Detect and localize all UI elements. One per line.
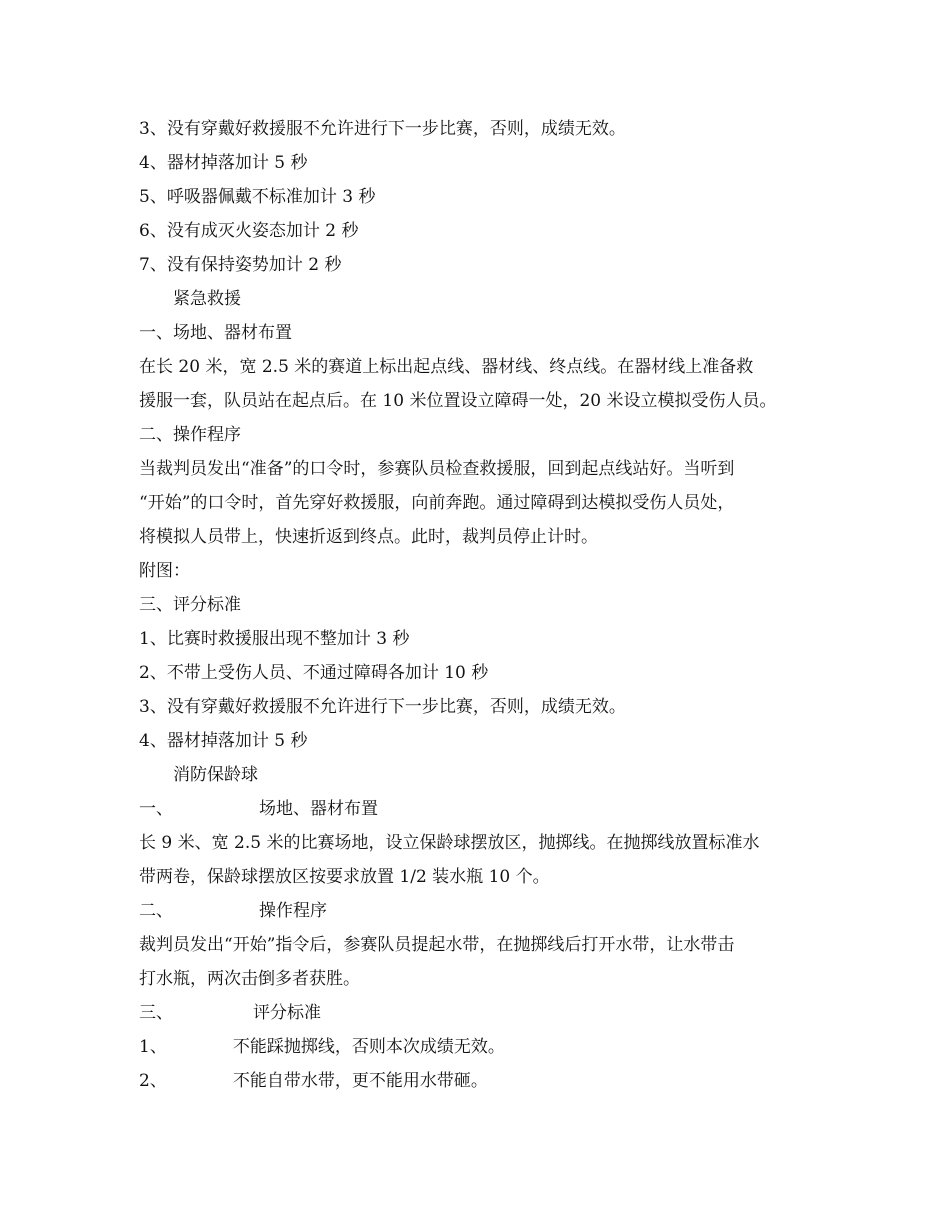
section-title-fire-bowling: 消防保龄球 [173, 765, 258, 785]
section-heading: 三、评分标准 [139, 595, 241, 615]
section-heading [139, 792, 829, 826]
rule-line: 2、不带上受伤人员、不通过障碍各加计 10 秒 [139, 663, 489, 683]
rule-line [139, 1064, 829, 1098]
rule-line: 6、没有成灭火姿态加计 2 秒 [139, 221, 359, 241]
section-heading [139, 894, 829, 928]
heading-text: 场地、器材布置 [259, 799, 378, 819]
section-heading: 二、操作程序 [139, 425, 241, 445]
rule-number: 2、 [139, 1071, 167, 1091]
rule-text: 不能自带水带，更不能用水带砸。 [232, 1071, 488, 1091]
paragraph-line: 裁判员发出“开始”指令后，参赛队员提起水带，在抛掷线后打开水带，让水带击 [139, 935, 735, 955]
heading-number: 二、 [139, 901, 173, 921]
rule-line: 5、呼吸器佩戴不标准加计 3 秒 [139, 187, 376, 207]
figure-caption: 附图： [139, 561, 190, 581]
heading-text: 评分标准 [253, 1003, 321, 1023]
rule-line: 3、没有穿戴好救援服不允许进行下一步比赛，否则，成绩无效。 [139, 697, 626, 717]
rule-line: 4、器材掉落加计 5 秒 [139, 153, 308, 173]
rule-line [139, 1030, 829, 1064]
section-heading [139, 996, 829, 1030]
paragraph-line: “开始”的口令时，首先穿好救援服，向前奔跑。通过障碍到达模拟受伤人员处， [139, 493, 735, 513]
rule-line: 1、比赛时救援服出现不整加计 3 秒 [139, 629, 410, 649]
paragraph-line: 当裁判员发出“准备”的口令时，参赛队员检查救援服，回到起点线站好。当听到 [139, 459, 735, 479]
rule-line: 4、器材掉落加计 5 秒 [139, 731, 308, 751]
rule-number: 1、 [139, 1037, 167, 1057]
rule-line: 7、没有保持姿势加计 2 秒 [139, 255, 342, 275]
paragraph-line: 援服一套，队员站在起点后。在 10 米位置设立障碍一处，20 米设立模拟受伤人员。 [139, 391, 777, 411]
heading-number: 一、 [139, 799, 173, 819]
rule-line: 3、没有穿戴好救援服不允许进行下一步比赛，否则，成绩无效。 [139, 119, 626, 139]
heading-text: 操作程序 [259, 901, 327, 921]
section-heading: 一、场地、器材布置 [139, 323, 292, 343]
paragraph-line: 长 9 米、宽 2.5 米的比赛场地，设立保龄球摆放区，抛掷线。在抛掷线放置标准水 [139, 833, 760, 853]
document-body [139, 112, 829, 1098]
paragraph-line: 将模拟人员带上，快速折返到终点。此时，裁判员停止计时。 [139, 527, 598, 547]
paragraph-line: 带两卷，保龄球摆放区按要求放置 1/2 装水瓶 10 个。 [139, 867, 550, 887]
paragraph-line: 在长 20 米，宽 2.5 米的赛道上标出起点线、器材线、终点线。在器材线上准备救 [139, 357, 754, 377]
section-title-emergency-rescue: 紧急救援 [173, 289, 241, 309]
paragraph-line: 打水瓶，两次击倒多者获胜。 [139, 969, 360, 989]
heading-number: 三、 [139, 1003, 173, 1023]
rule-text: 不能踩抛掷线，否则本次成绩无效。 [232, 1037, 505, 1057]
